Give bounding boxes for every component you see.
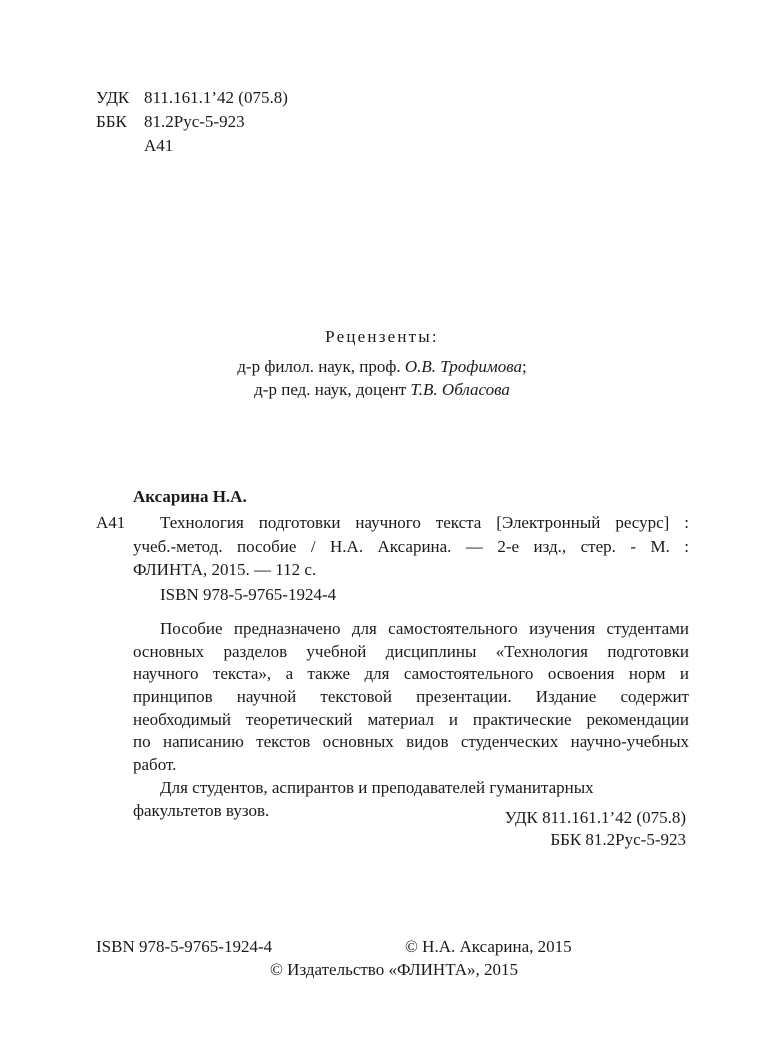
udc-label: УДК	[96, 88, 130, 107]
record-author: Аксарина Н.А.	[133, 487, 247, 506]
annotation-line: по написанию текстов основных видов студенческих научно-учебных	[133, 732, 689, 752]
reviewer-1	[0, 357, 764, 377]
record-line-3: ФЛИНТА, 2015. — 112 с.	[133, 560, 317, 579]
record-description	[160, 513, 689, 536]
record-line-2: учеб.-метод. пособие / Н.А. Аксарина. — 2-е изд., стер. - М. :	[133, 537, 689, 556]
annotation-line: принципов научной текстовой презентации. Издание содержит	[133, 687, 689, 707]
annotation-udc: УДК 811.161.1’42 (075.8)	[504, 808, 686, 827]
reviewer-2-name: Т.В. Обласова	[410, 380, 510, 399]
annotation-line: Пособие предназначено для самостоятельного изучения студентами	[160, 619, 689, 638]
annotation	[133, 619, 689, 823]
reviewer-1-role: д-р филол. наук, проф.	[237, 357, 401, 376]
bbk-label: ББК	[96, 112, 127, 131]
annotation-line: факультетов вузов.	[133, 800, 270, 820]
reviewer-1-name: О.В. Трофимова	[404, 357, 522, 376]
udc-classification	[96, 88, 288, 108]
footer-copyright-author: © Н.А. Аксарина, 2015	[405, 937, 572, 956]
footer-isbn: ISBN 978-5-9765-1924-4	[96, 937, 273, 956]
record-isbn: ISBN 978-5-9765-1924-4	[160, 585, 337, 604]
record-line-1: Технология подготовки научного текста [Электронный ресурс] :	[160, 513, 689, 532]
bbk-classification	[96, 112, 245, 132]
author-sign-code: А41	[144, 136, 174, 155]
udc-value: 811.161.1’42 (075.8)	[144, 88, 288, 107]
annotation-line: основных разделов учебной дисциплины «Технология подготовки	[133, 641, 689, 661]
reviewer-1-suffix: ;	[521, 357, 527, 376]
record-description-cont	[133, 537, 689, 583]
reviewer-2-role: д-р пед. наук, доцент	[254, 380, 407, 399]
record-code: А41	[96, 513, 126, 532]
annotation-line: работ.	[133, 755, 177, 775]
bbk-value: 81.2Рус-5-923	[144, 112, 245, 131]
reviewers-heading: Рецензенты:	[325, 327, 439, 346]
annotation-bbk: ББК 81.2Рус-5-923	[550, 830, 686, 849]
reviewer-2	[0, 380, 764, 400]
annotation-line: Для студентов, аспирантов и преподавателей гуманитарных	[160, 777, 594, 797]
annotation-line: необходимый теоретический материал и практические рекомендации	[133, 709, 689, 729]
annotation-line: научного текста», а также для самостоятельного освоения норм и	[133, 664, 689, 684]
footer-copyright-publisher: © Издательство «ФЛИНТА», 2015	[270, 960, 519, 979]
